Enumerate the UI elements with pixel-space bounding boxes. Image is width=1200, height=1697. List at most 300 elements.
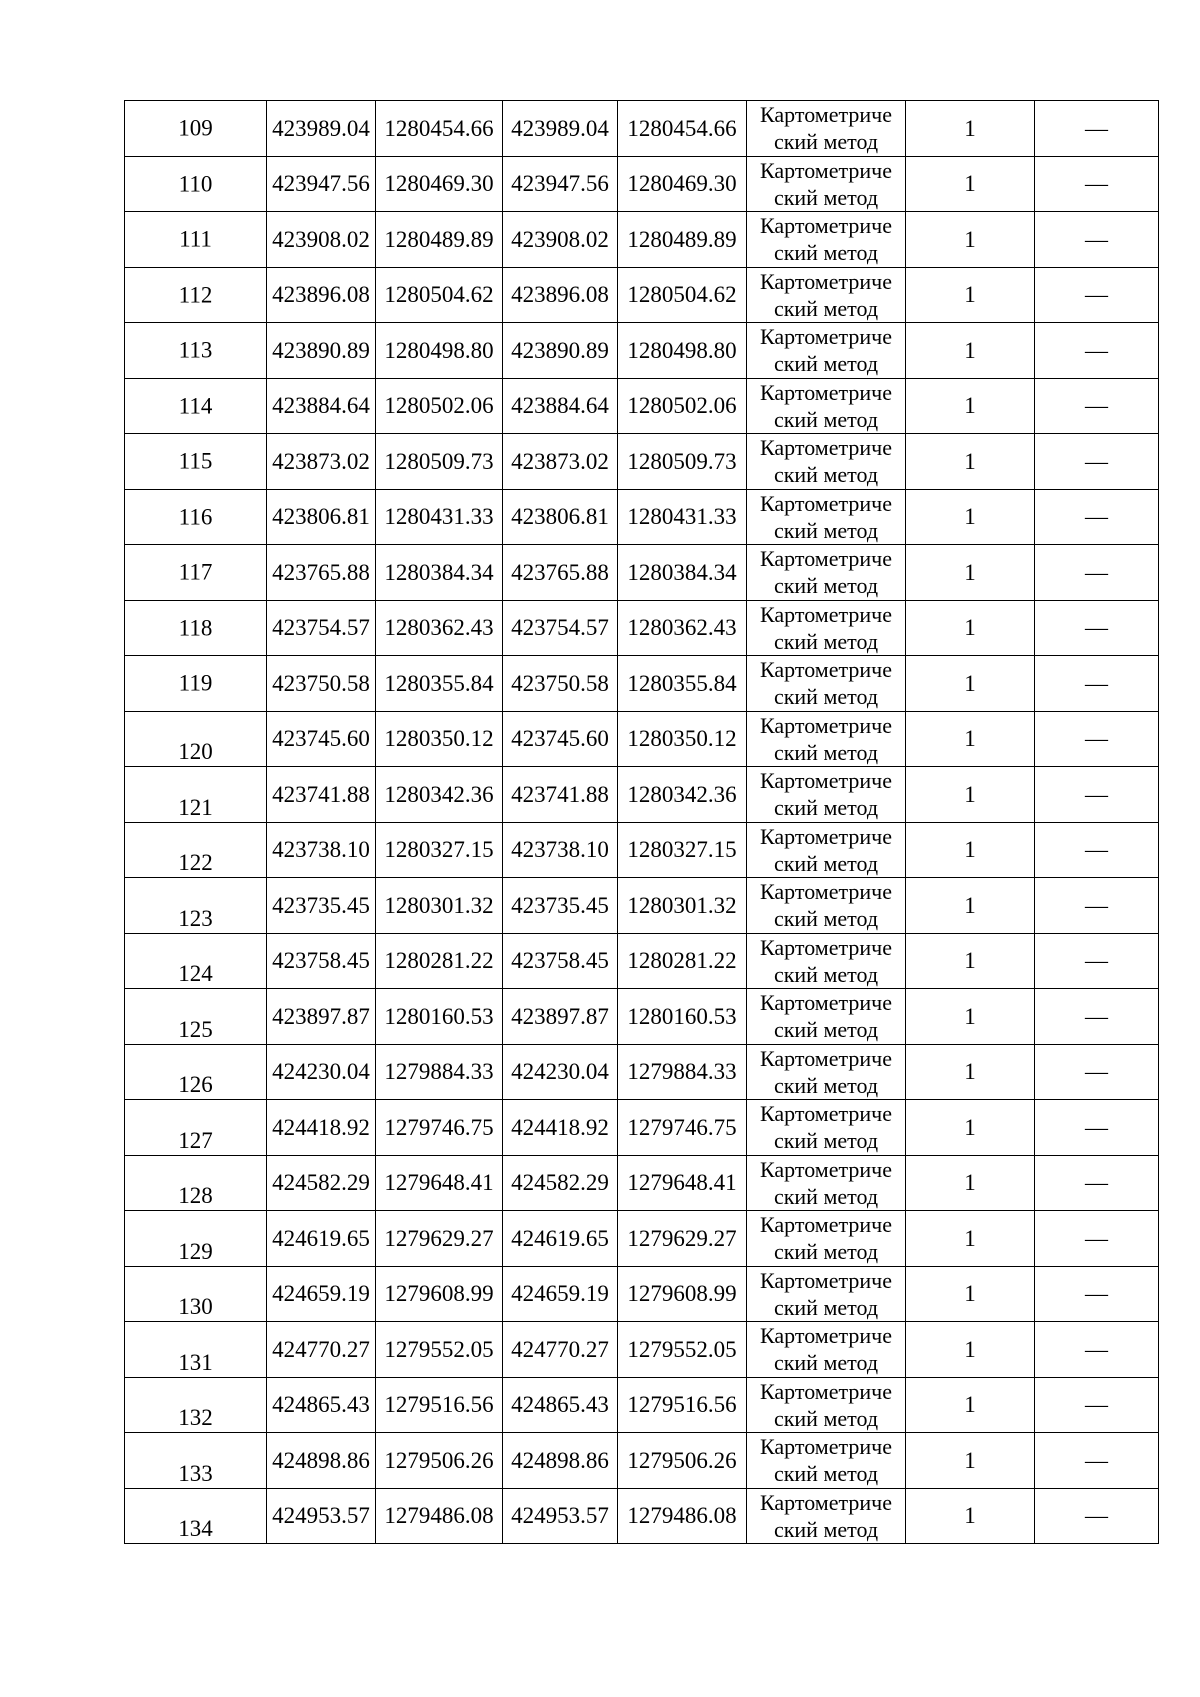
method-text-line1: Картометриче [760, 1101, 892, 1127]
method-text-line2: ский метод [773, 1350, 879, 1376]
method-cell [747, 822, 906, 878]
method-cell [747, 489, 906, 545]
table-row [125, 878, 1159, 934]
point-number-cell [125, 1044, 267, 1100]
table-row [125, 323, 1159, 379]
new-y-cell: 1279486.08 [618, 1488, 747, 1544]
existing-x-cell: 423735.45 [267, 878, 376, 934]
method-text-line1: Картометриче [760, 823, 892, 849]
table-row [125, 1322, 1159, 1378]
method-cell [747, 767, 906, 823]
existing-x-cell: 424770.27 [267, 1322, 376, 1378]
new-x-cell: 423897.87 [503, 989, 618, 1045]
existing-y-cell: 1280384.34 [376, 545, 503, 601]
new-x-cell: 423890.89 [503, 323, 618, 379]
point-number: 119 [178, 670, 213, 696]
new-y-cell: 1279552.05 [618, 1322, 747, 1378]
point-number: 109 [178, 115, 213, 141]
method-cell [747, 156, 906, 212]
point-number: 128 [178, 1183, 213, 1208]
table-row [125, 1266, 1159, 1322]
method-text-line2: ский метод [773, 961, 879, 987]
new-y-cell: 1279629.27 [618, 1211, 747, 1267]
method-text-line1: Картометриче [760, 712, 892, 738]
method-cell [747, 1322, 906, 1378]
method-text-line1: Картометриче [760, 546, 892, 572]
existing-y-cell: 1280350.12 [376, 711, 503, 767]
accuracy-cell: 1 [906, 600, 1035, 656]
method-text-line2: ский метод [773, 1183, 879, 1209]
existing-x-cell: 423947.56 [267, 156, 376, 212]
table-row [125, 989, 1159, 1045]
existing-x-cell: 423754.57 [267, 600, 376, 656]
existing-x-cell: 423897.87 [267, 989, 376, 1045]
method-cell [747, 656, 906, 712]
existing-x-cell: 423741.88 [267, 767, 376, 823]
method-cell [747, 989, 906, 1045]
accuracy-cell: 1 [906, 989, 1035, 1045]
new-x-cell: 423989.04 [503, 101, 618, 157]
point-number-cell [125, 878, 267, 934]
accuracy-cell: 1 [906, 1377, 1035, 1433]
existing-y-cell: 1279552.05 [376, 1322, 503, 1378]
table-row [125, 378, 1159, 434]
accuracy-cell: 1 [906, 323, 1035, 379]
point-number-cell [125, 1488, 267, 1544]
new-y-cell: 1280350.12 [618, 711, 747, 767]
existing-y-cell: 1280362.43 [376, 600, 503, 656]
new-y-cell: 1279884.33 [618, 1044, 747, 1100]
description-cell: — [1035, 323, 1159, 379]
point-number-cell [125, 1100, 267, 1156]
accuracy-cell: 1 [906, 711, 1035, 767]
new-y-cell: 1280301.32 [618, 878, 747, 934]
table-row [125, 1100, 1159, 1156]
method-text-line1: Картометриче [760, 601, 892, 627]
accuracy-cell: 1 [906, 878, 1035, 934]
method-cell [747, 545, 906, 601]
new-x-cell: 423806.81 [503, 489, 618, 545]
accuracy-cell: 1 [906, 822, 1035, 878]
new-y-cell: 1279648.41 [618, 1155, 747, 1211]
new-x-cell: 423908.02 [503, 212, 618, 268]
point-number: 132 [178, 1405, 213, 1430]
point-number-cell [125, 378, 267, 434]
method-text-line1: Картометриче [760, 1323, 892, 1349]
table-row [125, 434, 1159, 490]
method-text-line1: Картометриче [760, 1267, 892, 1293]
existing-y-cell: 1280160.53 [376, 989, 503, 1045]
method-text-line1: Картометриче [760, 157, 892, 183]
method-cell [747, 212, 906, 268]
existing-y-cell: 1279648.41 [376, 1155, 503, 1211]
point-number: 121 [178, 794, 213, 820]
table-row [125, 545, 1159, 601]
method-cell [747, 711, 906, 767]
existing-x-cell: 423806.81 [267, 489, 376, 545]
table-row [125, 656, 1159, 712]
existing-x-cell: 424418.92 [267, 1100, 376, 1156]
new-y-cell: 1280469.30 [618, 156, 747, 212]
new-y-cell: 1279516.56 [618, 1377, 747, 1433]
method-cell [747, 378, 906, 434]
existing-x-cell: 423765.88 [267, 545, 376, 601]
accuracy-cell: 1 [906, 434, 1035, 490]
existing-y-cell: 1279486.08 [376, 1488, 503, 1544]
new-y-cell: 1280504.62 [618, 267, 747, 323]
existing-x-cell: 423884.64 [267, 378, 376, 434]
point-number-cell [125, 656, 267, 712]
point-number-cell [125, 267, 267, 323]
point-number: 110 [178, 171, 213, 197]
point-number-cell [125, 212, 267, 268]
point-number: 130 [178, 1294, 213, 1319]
new-x-cell: 423884.64 [503, 378, 618, 434]
method-text-line2: ский метод [773, 406, 879, 432]
description-cell: — [1035, 933, 1159, 989]
method-text-line1: Картометриче [760, 657, 892, 683]
point-number-cell [125, 434, 267, 490]
method-cell [747, 878, 906, 934]
method-cell [747, 1100, 906, 1156]
existing-y-cell: 1279884.33 [376, 1044, 503, 1100]
point-number-cell [125, 1322, 267, 1378]
existing-y-cell: 1279746.75 [376, 1100, 503, 1156]
existing-x-cell: 424659.19 [267, 1266, 376, 1322]
point-number: 118 [178, 615, 213, 641]
existing-y-cell: 1280327.15 [376, 822, 503, 878]
new-y-cell: 1280362.43 [618, 600, 747, 656]
method-text-line2: ский метод [773, 184, 879, 210]
new-x-cell: 424230.04 [503, 1044, 618, 1100]
accuracy-cell: 1 [906, 1155, 1035, 1211]
point-number: 114 [178, 393, 213, 419]
point-number: 116 [178, 504, 213, 530]
existing-x-cell: 423745.60 [267, 711, 376, 767]
method-text-line2: ский метод [773, 462, 879, 488]
method-text-line1: Картометриче [760, 1212, 892, 1238]
method-text-line1: Картометриче [760, 102, 892, 128]
method-text-line2: ский метод [773, 906, 879, 932]
method-text-line1: Картометриче [760, 1489, 892, 1515]
table-row [125, 711, 1159, 767]
description-cell: — [1035, 989, 1159, 1045]
existing-y-cell: 1279506.26 [376, 1433, 503, 1489]
method-text-line1: Картометриче [760, 435, 892, 461]
method-text-line2: ский метод [773, 295, 879, 321]
method-text-line2: ский метод [773, 1017, 879, 1043]
accuracy-cell: 1 [906, 1433, 1035, 1489]
existing-y-cell: 1280454.66 [376, 101, 503, 157]
method-text-line2: ский метод [773, 1128, 879, 1154]
existing-x-cell: 423758.45 [267, 933, 376, 989]
method-text-line2: ский метод [773, 1072, 879, 1098]
description-cell: — [1035, 156, 1159, 212]
point-number-cell [125, 711, 267, 767]
existing-x-cell: 424619.65 [267, 1211, 376, 1267]
new-x-cell: 423765.88 [503, 545, 618, 601]
new-x-cell: 423745.60 [503, 711, 618, 767]
table-row [125, 1433, 1159, 1489]
existing-y-cell: 1280301.32 [376, 878, 503, 934]
existing-x-cell: 424865.43 [267, 1377, 376, 1433]
point-number: 122 [178, 850, 213, 875]
new-x-cell: 424619.65 [503, 1211, 618, 1267]
description-cell: — [1035, 434, 1159, 490]
table-row [125, 600, 1159, 656]
point-number: 124 [178, 961, 213, 986]
new-y-cell: 1280502.06 [618, 378, 747, 434]
existing-x-cell: 423896.08 [267, 267, 376, 323]
description-cell: — [1035, 378, 1159, 434]
method-text-line2: ский метод [773, 850, 879, 876]
description-cell: — [1035, 1044, 1159, 1100]
existing-x-cell: 423908.02 [267, 212, 376, 268]
method-cell [747, 1266, 906, 1322]
new-x-cell: 423741.88 [503, 767, 618, 823]
method-text-line2: ский метод [773, 517, 879, 543]
new-x-cell: 423758.45 [503, 933, 618, 989]
existing-y-cell: 1279629.27 [376, 1211, 503, 1267]
method-text-line2: ский метод [773, 1239, 879, 1265]
accuracy-cell: 1 [906, 1211, 1035, 1267]
method-cell [747, 267, 906, 323]
accuracy-cell: 1 [906, 1488, 1035, 1544]
description-cell: — [1035, 267, 1159, 323]
method-text-line1: Картометриче [760, 324, 892, 350]
point-number: 111 [179, 226, 212, 252]
new-y-cell: 1280355.84 [618, 656, 747, 712]
point-number: 112 [178, 282, 213, 308]
new-x-cell: 423754.57 [503, 600, 618, 656]
point-number-cell [125, 323, 267, 379]
point-number-cell [125, 545, 267, 601]
description-cell: — [1035, 545, 1159, 601]
existing-y-cell: 1279608.99 [376, 1266, 503, 1322]
method-cell [747, 101, 906, 157]
accuracy-cell: 1 [906, 1100, 1035, 1156]
point-number: 125 [178, 1016, 213, 1042]
table-row [125, 101, 1159, 157]
new-y-cell: 1280489.89 [618, 212, 747, 268]
point-number: 129 [178, 1238, 213, 1264]
new-y-cell: 1280281.22 [618, 933, 747, 989]
new-y-cell: 1280160.53 [618, 989, 747, 1045]
new-x-cell: 423896.08 [503, 267, 618, 323]
new-x-cell: 423947.56 [503, 156, 618, 212]
existing-y-cell: 1280342.36 [376, 767, 503, 823]
description-cell: — [1035, 1155, 1159, 1211]
new-y-cell: 1280384.34 [618, 545, 747, 601]
table-row [125, 1377, 1159, 1433]
point-number-cell [125, 101, 267, 157]
method-text-line1: Картометриче [760, 1378, 892, 1404]
new-y-cell: 1279608.99 [618, 1266, 747, 1322]
method-text-line2: ский метод [773, 1461, 879, 1487]
accuracy-cell: 1 [906, 101, 1035, 157]
existing-x-cell: 424898.86 [267, 1433, 376, 1489]
method-cell [747, 1044, 906, 1100]
method-text-line1: Картометриче [760, 213, 892, 239]
point-number: 126 [178, 1072, 213, 1097]
table-body [125, 101, 1159, 1544]
existing-y-cell: 1280489.89 [376, 212, 503, 268]
point-number-cell [125, 489, 267, 545]
method-text-line2: ский метод [773, 739, 879, 765]
method-text-line2: ский метод [773, 129, 879, 155]
existing-x-cell: 423890.89 [267, 323, 376, 379]
method-text-line2: ский метод [773, 1294, 879, 1320]
new-y-cell: 1279506.26 [618, 1433, 747, 1489]
new-x-cell: 423873.02 [503, 434, 618, 490]
method-cell [747, 323, 906, 379]
existing-x-cell: 423989.04 [267, 101, 376, 157]
point-number-cell [125, 1377, 267, 1433]
existing-y-cell: 1280509.73 [376, 434, 503, 490]
table-row [125, 1488, 1159, 1544]
method-text-line1: Картометриче [760, 490, 892, 516]
point-number-cell [125, 1266, 267, 1322]
accuracy-cell: 1 [906, 933, 1035, 989]
accuracy-cell: 1 [906, 1266, 1035, 1322]
new-x-cell: 423735.45 [503, 878, 618, 934]
table-row [125, 822, 1159, 878]
description-cell: — [1035, 1488, 1159, 1544]
existing-x-cell: 424953.57 [267, 1488, 376, 1544]
existing-y-cell: 1280355.84 [376, 656, 503, 712]
accuracy-cell: 1 [906, 378, 1035, 434]
description-cell: — [1035, 822, 1159, 878]
point-number-cell [125, 822, 267, 878]
method-text-line1: Картометриче [760, 268, 892, 294]
table-row [125, 1044, 1159, 1100]
method-cell [747, 600, 906, 656]
point-number-cell [125, 600, 267, 656]
new-y-cell: 1280342.36 [618, 767, 747, 823]
accuracy-cell: 1 [906, 212, 1035, 268]
description-cell: — [1035, 767, 1159, 823]
point-number-cell [125, 933, 267, 989]
point-number-cell [125, 1155, 267, 1211]
method-cell [747, 1377, 906, 1433]
point-number-cell [125, 1211, 267, 1267]
existing-y-cell: 1280502.06 [376, 378, 503, 434]
method-text-line2: ский метод [773, 1405, 879, 1431]
accuracy-cell: 1 [906, 1044, 1035, 1100]
method-text-line2: ский метод [773, 795, 879, 821]
point-number: 133 [178, 1460, 213, 1486]
method-cell [747, 1155, 906, 1211]
table-row [125, 489, 1159, 545]
table-row [125, 212, 1159, 268]
new-x-cell: 424865.43 [503, 1377, 618, 1433]
method-cell [747, 933, 906, 989]
table-row [125, 156, 1159, 212]
method-text-line1: Картометриче [760, 768, 892, 794]
existing-x-cell: 424230.04 [267, 1044, 376, 1100]
accuracy-cell: 1 [906, 656, 1035, 712]
point-number-cell [125, 989, 267, 1045]
point-number: 113 [178, 337, 213, 363]
existing-x-cell: 423738.10 [267, 822, 376, 878]
description-cell: — [1035, 1377, 1159, 1433]
method-text-line2: ский метод [773, 1516, 879, 1542]
description-cell: — [1035, 1211, 1159, 1267]
point-number: 117 [178, 559, 213, 585]
method-cell [747, 1211, 906, 1267]
method-text-line1: Картометриче [760, 879, 892, 905]
new-x-cell: 424582.29 [503, 1155, 618, 1211]
method-text-line2: ский метод [773, 573, 879, 599]
method-cell [747, 434, 906, 490]
description-cell: — [1035, 1100, 1159, 1156]
description-cell: — [1035, 1433, 1159, 1489]
method-text-line1: Картометриче [760, 379, 892, 405]
point-number: 127 [178, 1127, 213, 1153]
description-cell: — [1035, 656, 1159, 712]
method-text-line2: ский метод [773, 684, 879, 710]
table-row [125, 767, 1159, 823]
method-cell [747, 1433, 906, 1489]
existing-x-cell: 424582.29 [267, 1155, 376, 1211]
new-y-cell: 1280454.66 [618, 101, 747, 157]
point-number: 115 [178, 448, 213, 474]
new-x-cell: 424659.19 [503, 1266, 618, 1322]
coordinates-table [124, 100, 1159, 1544]
method-cell [747, 1488, 906, 1544]
description-cell: — [1035, 878, 1159, 934]
description-cell: — [1035, 1266, 1159, 1322]
table-row [125, 1211, 1159, 1267]
accuracy-cell: 1 [906, 156, 1035, 212]
accuracy-cell: 1 [906, 545, 1035, 601]
method-text-line1: Картометриче [760, 990, 892, 1016]
new-x-cell: 424418.92 [503, 1100, 618, 1156]
new-x-cell: 424953.57 [503, 1488, 618, 1544]
table-row [125, 933, 1159, 989]
new-x-cell: 424770.27 [503, 1322, 618, 1378]
description-cell: — [1035, 212, 1159, 268]
existing-y-cell: 1279516.56 [376, 1377, 503, 1433]
method-text-line1: Картометриче [760, 1434, 892, 1460]
point-number: 134 [178, 1516, 213, 1541]
new-x-cell: 424898.86 [503, 1433, 618, 1489]
point-number-cell [125, 156, 267, 212]
existing-y-cell: 1280431.33 [376, 489, 503, 545]
new-x-cell: 423750.58 [503, 656, 618, 712]
point-number: 123 [178, 905, 213, 931]
method-text-line1: Картометриче [760, 934, 892, 960]
table-row [125, 267, 1159, 323]
existing-x-cell: 423873.02 [267, 434, 376, 490]
description-cell: — [1035, 489, 1159, 545]
new-y-cell: 1280509.73 [618, 434, 747, 490]
accuracy-cell: 1 [906, 1322, 1035, 1378]
new-y-cell: 1280498.80 [618, 323, 747, 379]
point-number-cell [125, 1433, 267, 1489]
accuracy-cell: 1 [906, 489, 1035, 545]
existing-y-cell: 1280469.30 [376, 156, 503, 212]
accuracy-cell: 1 [906, 767, 1035, 823]
method-text-line1: Картометриче [760, 1045, 892, 1071]
existing-y-cell: 1280504.62 [376, 267, 503, 323]
point-number: 120 [178, 739, 213, 764]
new-y-cell: 1280327.15 [618, 822, 747, 878]
point-number-cell [125, 767, 267, 823]
description-cell: — [1035, 101, 1159, 157]
existing-x-cell: 423750.58 [267, 656, 376, 712]
existing-y-cell: 1280281.22 [376, 933, 503, 989]
